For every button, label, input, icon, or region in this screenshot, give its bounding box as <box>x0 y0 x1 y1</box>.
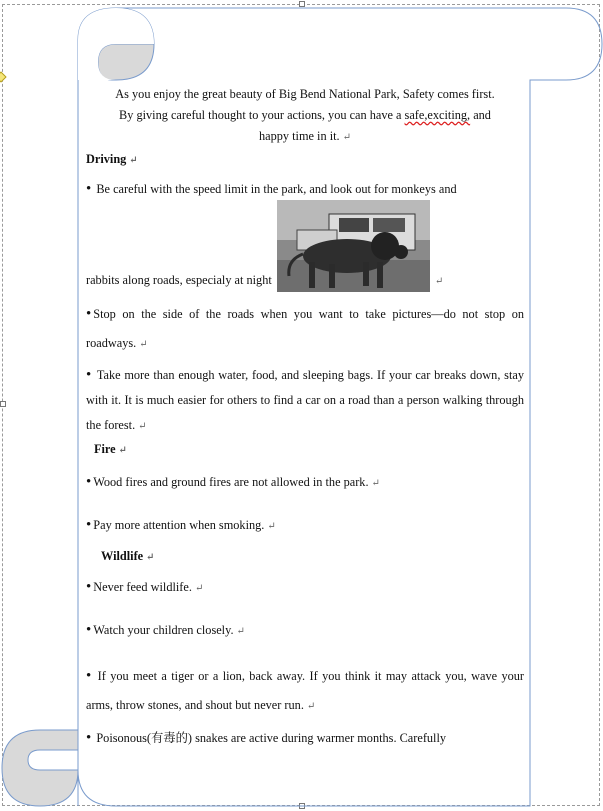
heading-fire-text: Fire <box>94 442 116 456</box>
paragraph-mark-icon: ↵ <box>194 583 204 594</box>
bullet-icon: • <box>86 730 92 746</box>
list-item <box>86 515 524 537</box>
paragraph-mark-icon: ↵ <box>138 421 147 432</box>
paragraph-mark-icon: ↵ <box>306 701 316 712</box>
paragraph-mark-icon: ↵ <box>129 155 138 166</box>
paragraph-mark-icon: ↵ <box>342 132 351 143</box>
intro-line-1: As you enjoy the great beauty of Big Bend National Park, Safety comes first. <box>115 87 495 101</box>
paragraph-mark-icon: ↵ <box>434 276 444 287</box>
intro-line-2: By giving careful thought to your actions, you can have a <box>119 108 402 122</box>
list-item <box>86 577 524 599</box>
intro-line-3: happy time in it. <box>259 129 340 143</box>
list-item <box>86 472 524 494</box>
list-item-continued <box>86 200 524 292</box>
heading-driving <box>86 149 524 171</box>
list-item <box>86 363 524 439</box>
bullet-icon: • <box>86 579 92 595</box>
paragraph-mark-icon: ↵ <box>118 445 128 456</box>
heading-wildlife-text: Wildlife <box>101 549 144 563</box>
fire-bullet-1-text: Wood fires and ground fires are not allowed in the park. <box>93 475 369 489</box>
list-item <box>86 724 524 753</box>
bullet-icon: • <box>86 367 92 383</box>
fire-bullet-2-text: Pay more attention when smoking. <box>93 518 265 532</box>
bullet-icon: • <box>86 181 92 197</box>
paragraph-mark-icon: ↵ <box>267 521 276 532</box>
bullet-icon: • <box>86 517 92 533</box>
driving-bullet-1-text: Be careful with the speed limit in the park, and look out for monkeys and <box>96 182 457 196</box>
wildlife-bullet-2-text: Watch your children closely. <box>93 623 234 637</box>
heading-wildlife <box>101 546 524 568</box>
lion-car-photo[interactable] <box>277 200 430 292</box>
driving-bullet-1-continued: rabbits along roads, especialy at night <box>86 273 272 287</box>
driving-bullet-2-text: Stop on the side of the roads when you want to take pictures—do not stop on roadways. <box>86 307 524 350</box>
wildlife-bullet-4-text: Poisonous(有毒的) snakes are active during warmer months. Carefully <box>96 731 447 745</box>
intro-line-2-end: and <box>473 108 491 122</box>
bullet-icon: • <box>86 622 92 638</box>
list-item <box>86 179 524 200</box>
paragraph-mark-icon: ↵ <box>371 478 380 489</box>
list-item <box>86 620 524 642</box>
list-item <box>86 300 524 359</box>
heading-driving-text: Driving <box>86 152 127 166</box>
bullet-icon: • <box>86 306 92 322</box>
wildlife-bullet-1-text: Never feed wildlife. <box>93 580 192 594</box>
bullet-icon: • <box>86 668 92 684</box>
list-item <box>86 662 524 721</box>
heading-fire <box>94 439 524 461</box>
scroll-bottom-curl <box>2 730 78 806</box>
paragraph-mark-icon: ↵ <box>139 339 148 350</box>
paragraph-mark-icon: ↵ <box>146 552 155 563</box>
intro-paragraph <box>86 84 524 148</box>
paragraph-mark-icon: ↵ <box>236 626 245 637</box>
driving-bullet-3-text: Take more than enough water, food, and sleeping bags. If your car breaks down, stay with it. It is much easier for others to find a car on a road than a person walking through the forest. <box>86 368 524 432</box>
spelling-error-mark[interactable]: safe,exciting, <box>404 108 471 122</box>
document-body <box>86 84 524 753</box>
bullet-icon: • <box>86 474 92 490</box>
wildlife-bullet-3-text: If you meet a tiger or a lion, back away. If you think it may attack you, wave your arms, throw stones, and shout but never run. <box>86 669 524 712</box>
